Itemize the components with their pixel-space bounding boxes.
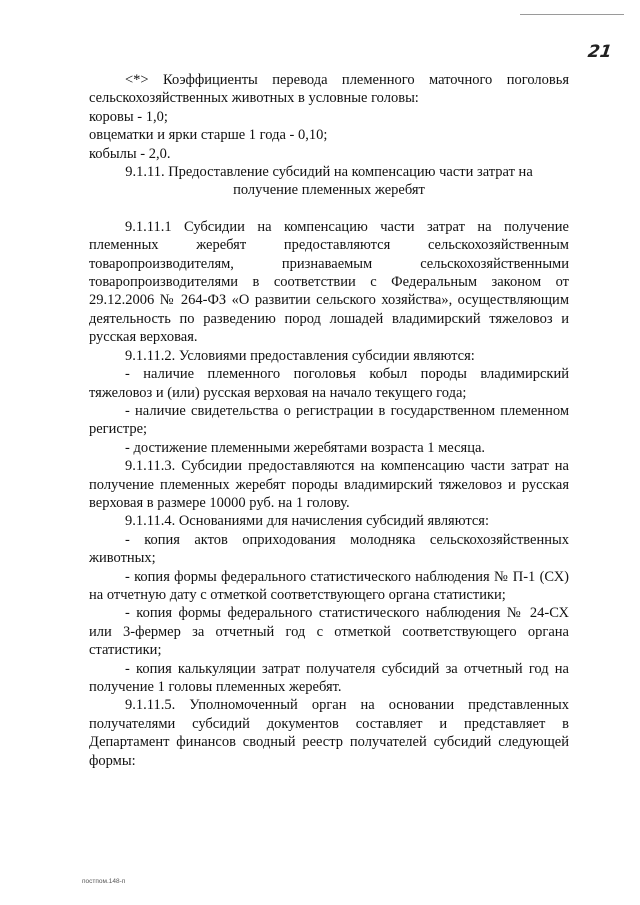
basis-item: - копия калькуляции затрат получателя субсидий за отчетный год на получение 1 головы племенных жеребят.: [89, 660, 569, 695]
spacer: [89, 200, 569, 218]
footer-mark: постпом.148-п: [82, 878, 126, 885]
note-item-mares: кобылы - 2,0.: [89, 145, 171, 162]
note-intro: <*> Коэффициенты перевода племенного маточного поголовья сельскохозяйственных животных в условные головы:: [89, 72, 569, 107]
condition-item: - достижение племенными жеребятами возраста 1 месяца.: [125, 439, 486, 456]
scan-artifact-line: [520, 14, 624, 15]
basis-item: - копия формы федерального статистического наблюдения № 24-СХ или 3-фермер за отчетный год с отметкой соответствующего органа статистики;: [89, 605, 569, 659]
document-body: [89, 71, 569, 770]
paragraph-9-1-11-5: 9.1.11.5. Уполномоченный орган на основании представленных получателями субсидий документов составляет и представляет в Департамент финансов сводный реестр получателей субсидий следующей формы:: [89, 697, 569, 769]
paragraph-9-1-11-1: 9.1.11.1 Субсидии на компенсацию части затрат на получение племенных жеребят предоставляются сельскохозяйственным товаропроизводителям, признаваемым сельскохозяйственными товаропроизводителями в соответствии с Федеральным законом от 29.12.2006 № 264-ФЗ «О развитии сельского хозяйства», осуществляющим деятельность по разведению пород лошадей владимирский тяжеловоз и русская верховая.: [89, 218, 569, 346]
basis-item: - копия актов оприходования молодняка сельскохозяйственных животных;: [89, 531, 569, 567]
paragraph-9-1-11-3: 9.1.11.3. Субсидии предоставляются на компенсацию части затрат на получение племенных жеребят породы владимирский тяжеловоз и русская верховая в размере 10000 руб. на 1 голову.: [89, 458, 569, 511]
condition-item: - наличие племенного поголовья кобыл породы владимирский тяжеловоз и (или) русская верховая на начало текущего года;: [89, 366, 569, 401]
paragraph-9-1-11-2: 9.1.11.2. Условиями предоставления субсидии являются:: [125, 347, 475, 364]
paragraph-9-1-11-4: 9.1.11.4. Основаниями для начисления субсидий являются:: [125, 513, 490, 530]
condition-item: - наличие свидетельства о регистрации в государственном племенном регистре;: [89, 402, 569, 438]
section-heading: 9.1.11. Предоставление субсидий на компенсацию части затрат на получение племенных жеребят: [125, 164, 533, 199]
page-number: 21: [586, 42, 614, 62]
basis-item: - копия формы федерального статистического наблюдения № П-1 (СХ) на отчетную дату с отметкой соответствующего органа статистики;: [89, 568, 569, 603]
note-item-cows: коровы - 1,0;: [89, 108, 168, 125]
note-item-ewes: овцематки и ярки старше 1 года - 0,10;: [89, 127, 328, 144]
